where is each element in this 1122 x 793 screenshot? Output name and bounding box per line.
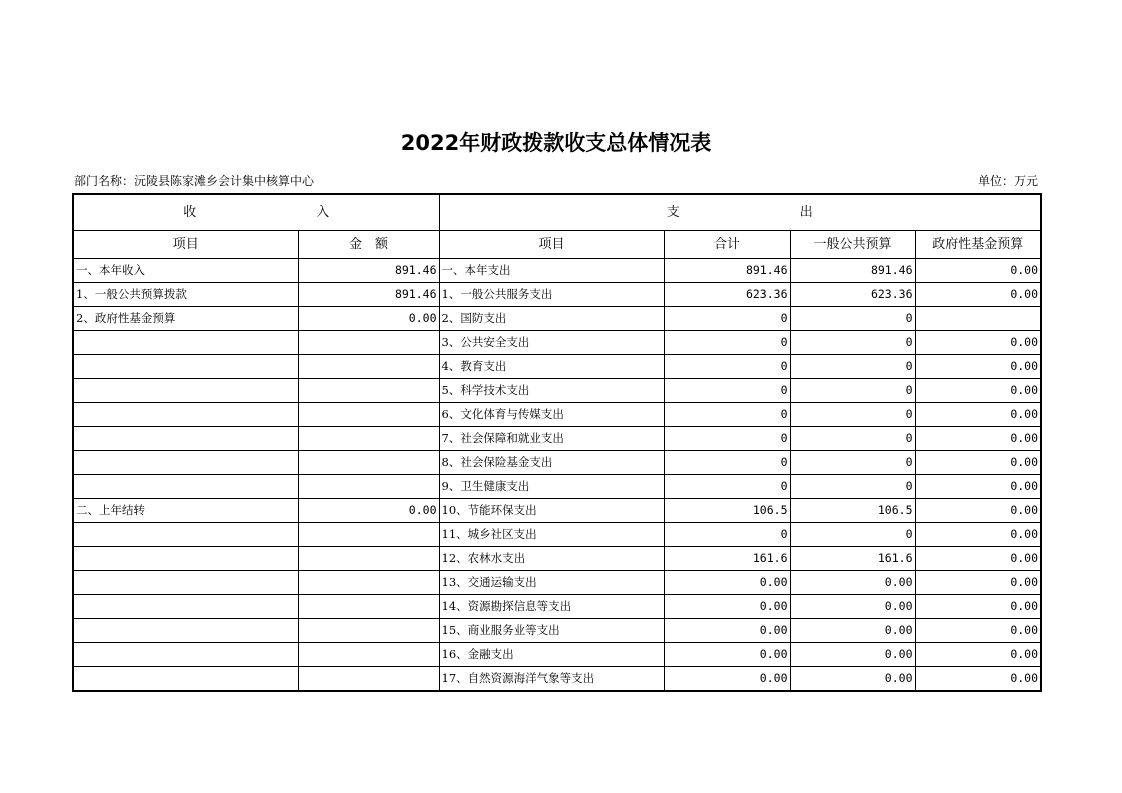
income-item-cell xyxy=(73,571,298,595)
total-cell: 0.00 xyxy=(664,619,790,643)
col-income-amount: 金 额 xyxy=(298,231,439,259)
general-budget-cell: 0.00 xyxy=(790,667,915,692)
total-cell: 106.5 xyxy=(664,499,790,523)
total-cell: 0 xyxy=(664,403,790,427)
general-budget-cell: 0 xyxy=(790,475,915,499)
col-fund-budget: 政府性基金预算 xyxy=(915,231,1041,259)
expense-header: 支 出 xyxy=(439,194,1041,231)
table-row xyxy=(73,499,1041,523)
fund-budget-cell: 0.00 xyxy=(915,451,1041,475)
income-item-cell: 2、政府性基金预算 xyxy=(73,307,298,331)
income-item-cell xyxy=(73,547,298,571)
income-item-cell: 二、上年结转 xyxy=(73,499,298,523)
income-item-cell xyxy=(73,331,298,355)
expense-item-cell: 1、一般公共服务支出 xyxy=(439,283,664,307)
expense-item-cell: 7、社会保障和就业支出 xyxy=(439,427,664,451)
income-amount-cell xyxy=(298,643,439,667)
budget-table xyxy=(72,193,1042,692)
expense-item-cell: 9、卫生健康支出 xyxy=(439,475,664,499)
expense-item-cell: 10、节能环保支出 xyxy=(439,499,664,523)
general-budget-cell: 161.6 xyxy=(790,547,915,571)
expense-item-cell: 8、社会保险基金支出 xyxy=(439,451,664,475)
fund-budget-cell: 0.00 xyxy=(915,355,1041,379)
total-cell: 161.6 xyxy=(664,547,790,571)
general-budget-cell: 0 xyxy=(790,307,915,331)
fund-budget-cell xyxy=(915,307,1041,331)
total-cell: 891.46 xyxy=(664,259,790,283)
fund-budget-cell: 0.00 xyxy=(915,643,1041,667)
general-budget-cell: 0 xyxy=(790,451,915,475)
total-cell: 0.00 xyxy=(664,571,790,595)
table-row xyxy=(73,307,1041,331)
income-amount-cell: 0.00 xyxy=(298,307,439,331)
expense-item-cell: 14、资源勘探信息等支出 xyxy=(439,595,664,619)
department-label: 部门名称：沅陵县陈家滩乡会计集中核算中心 xyxy=(74,174,315,188)
income-amount-cell: 0.00 xyxy=(298,499,439,523)
general-budget-cell: 891.46 xyxy=(790,259,915,283)
table-row xyxy=(73,403,1041,427)
table-row xyxy=(73,259,1041,283)
total-cell: 0.00 xyxy=(664,667,790,692)
general-budget-cell: 106.5 xyxy=(790,499,915,523)
income-item-cell xyxy=(73,595,298,619)
fund-budget-cell: 0.00 xyxy=(915,283,1041,307)
col-expense-item: 项目 xyxy=(439,231,664,259)
income-amount-cell xyxy=(298,523,439,547)
income-amount-cell xyxy=(298,475,439,499)
total-cell: 623.36 xyxy=(664,283,790,307)
general-budget-cell: 0 xyxy=(790,403,915,427)
fund-budget-cell: 0.00 xyxy=(915,523,1041,547)
fund-budget-cell: 0.00 xyxy=(915,379,1041,403)
col-income-item: 项目 xyxy=(73,231,298,259)
unit-label: 单位：万元 xyxy=(977,174,1038,188)
expense-item-cell: 15、商业服务业等支出 xyxy=(439,619,664,643)
income-amount-cell xyxy=(298,619,439,643)
general-budget-cell: 0 xyxy=(790,379,915,403)
fund-budget-cell: 0.00 xyxy=(915,547,1041,571)
table-row xyxy=(73,331,1041,355)
income-amount-cell: 891.46 xyxy=(298,283,439,307)
fund-budget-cell: 0.00 xyxy=(915,499,1041,523)
table-row xyxy=(73,595,1041,619)
expense-item-cell: 4、教育支出 xyxy=(439,355,664,379)
income-amount-cell xyxy=(298,403,439,427)
general-budget-cell: 0.00 xyxy=(790,643,915,667)
general-budget-cell: 0 xyxy=(790,331,915,355)
income-amount-cell xyxy=(298,355,439,379)
income-item-cell xyxy=(73,475,298,499)
income-amount-cell xyxy=(298,379,439,403)
table-row xyxy=(73,283,1041,307)
expense-item-cell: 6、文化体育与传媒支出 xyxy=(439,403,664,427)
fund-budget-cell: 0.00 xyxy=(915,571,1041,595)
table-row xyxy=(73,427,1041,451)
income-item-cell xyxy=(73,619,298,643)
general-budget-cell: 0 xyxy=(790,355,915,379)
income-item-cell xyxy=(73,451,298,475)
expense-item-cell: 16、金融支出 xyxy=(439,643,664,667)
income-item-cell xyxy=(73,427,298,451)
total-cell: 0 xyxy=(664,523,790,547)
total-cell: 0.00 xyxy=(664,595,790,619)
table-row xyxy=(73,475,1041,499)
fund-budget-cell: 0.00 xyxy=(915,259,1041,283)
income-item-cell xyxy=(73,403,298,427)
income-amount-cell xyxy=(298,547,439,571)
total-cell: 0.00 xyxy=(664,643,790,667)
fund-budget-cell: 0.00 xyxy=(915,595,1041,619)
expense-item-cell: 12、农林水支出 xyxy=(439,547,664,571)
expense-item-cell: 2、国防支出 xyxy=(439,307,664,331)
fund-budget-cell: 0.00 xyxy=(915,619,1041,643)
general-budget-cell: 0.00 xyxy=(790,571,915,595)
general-budget-cell: 623.36 xyxy=(790,283,915,307)
table-row xyxy=(73,619,1041,643)
table-row xyxy=(73,643,1041,667)
total-cell: 0 xyxy=(664,427,790,451)
income-item-cell xyxy=(73,379,298,403)
table-row xyxy=(73,667,1041,692)
general-budget-cell: 0 xyxy=(790,523,915,547)
income-amount-cell xyxy=(298,571,439,595)
general-budget-cell: 0.00 xyxy=(790,619,915,643)
total-cell: 0 xyxy=(664,451,790,475)
header-row-top xyxy=(73,194,1041,231)
fund-budget-cell: 0.00 xyxy=(915,403,1041,427)
expense-item-cell: 3、公共安全支出 xyxy=(439,331,664,355)
income-item-cell xyxy=(73,355,298,379)
expense-item-cell: 5、科学技术支出 xyxy=(439,379,664,403)
expense-item-cell: 13、交通运输支出 xyxy=(439,571,664,595)
expense-item-cell: 17、自然资源海洋气象等支出 xyxy=(439,667,664,692)
table-row xyxy=(73,547,1041,571)
expense-item-cell: 11、城乡社区支出 xyxy=(439,523,664,547)
income-amount-cell xyxy=(298,667,439,692)
total-cell: 0 xyxy=(664,379,790,403)
table-row xyxy=(73,523,1041,547)
income-amount-cell xyxy=(298,451,439,475)
col-total: 合计 xyxy=(664,231,790,259)
fund-budget-cell: 0.00 xyxy=(915,475,1041,499)
general-budget-cell: 0 xyxy=(790,427,915,451)
total-cell: 0 xyxy=(664,307,790,331)
income-item-cell xyxy=(73,523,298,547)
income-item-cell xyxy=(73,667,298,692)
table-row xyxy=(73,451,1041,475)
table-row xyxy=(73,379,1041,403)
income-amount-cell xyxy=(298,427,439,451)
fund-budget-cell: 0.00 xyxy=(915,427,1041,451)
income-header: 收 入 xyxy=(73,194,439,231)
total-cell: 0 xyxy=(664,331,790,355)
header-row-columns xyxy=(73,231,1041,259)
table-row xyxy=(73,571,1041,595)
fund-budget-cell: 0.00 xyxy=(915,667,1041,692)
income-item-cell: 1、一般公共预算拨款 xyxy=(73,283,298,307)
expense-item-cell: 一、本年支出 xyxy=(439,259,664,283)
total-cell: 0 xyxy=(664,475,790,499)
general-budget-cell: 0.00 xyxy=(790,595,915,619)
fund-budget-cell: 0.00 xyxy=(915,331,1041,355)
income-item-cell: 一、本年收入 xyxy=(73,259,298,283)
table-row xyxy=(73,355,1041,379)
income-amount-cell xyxy=(298,331,439,355)
income-amount-cell: 891.46 xyxy=(298,259,439,283)
col-general-budget: 一般公共预算 xyxy=(790,231,915,259)
total-cell: 0 xyxy=(664,355,790,379)
income-amount-cell xyxy=(298,595,439,619)
page-title: 2022年财政拨款收支总体情况表 xyxy=(400,131,712,155)
income-item-cell xyxy=(73,643,298,667)
